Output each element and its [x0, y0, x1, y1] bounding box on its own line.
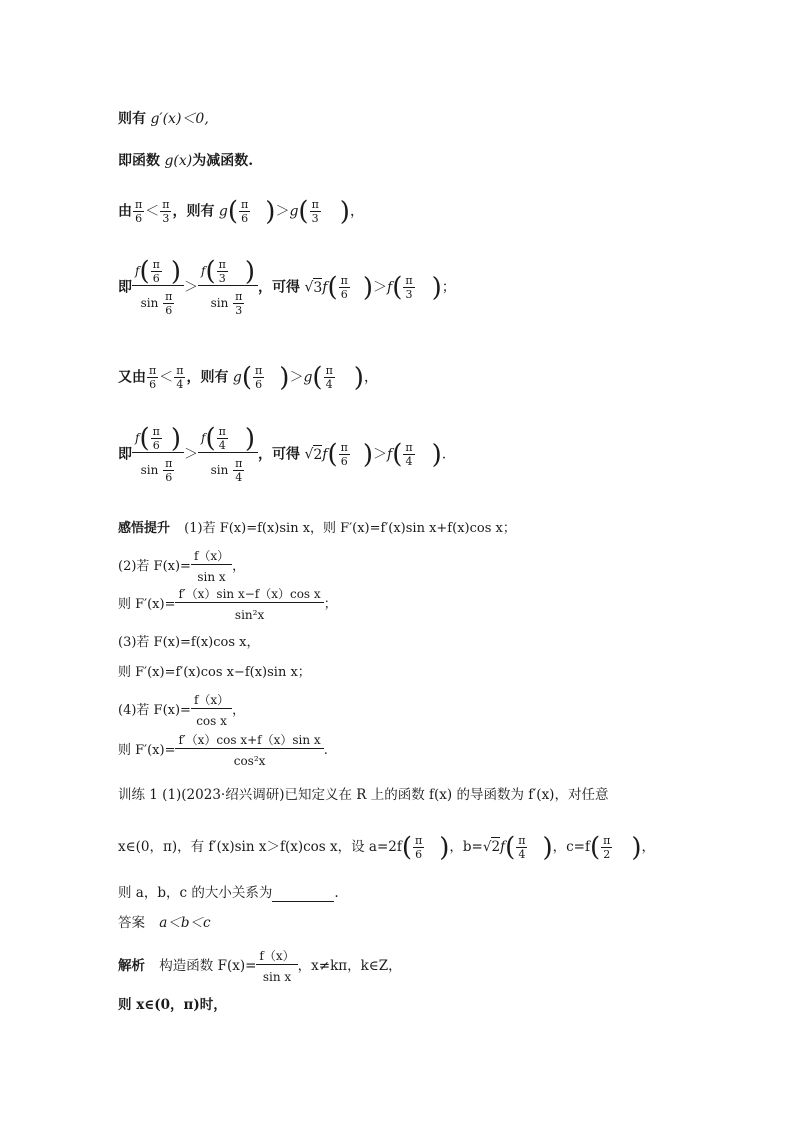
- sin: sin: [210, 296, 229, 310]
- num: π: [235, 290, 243, 303]
- label: 解析: [118, 958, 145, 974]
- den: 6: [133, 211, 144, 225]
- num: π: [135, 198, 143, 211]
- paren: ): [542, 832, 553, 863]
- num: π: [162, 198, 170, 211]
- text: 则 F′(x)=f′(x)cos x−f(x)sin x；: [118, 665, 311, 680]
- text: 则 F′(x)=: [118, 743, 176, 758]
- paren: ): [170, 256, 181, 287]
- fraction-pi-2: [601, 834, 612, 861]
- f: f: [135, 431, 140, 445]
- fraction-pi-6: [147, 364, 158, 391]
- f: f: [322, 446, 328, 463]
- gt: ＞: [289, 369, 304, 386]
- punct: .: [441, 446, 447, 463]
- paren: (: [312, 362, 323, 393]
- sqrt: 2: [313, 446, 323, 463]
- den: sin x: [256, 964, 297, 985]
- den: 3: [160, 211, 171, 225]
- paren: (: [590, 832, 601, 863]
- line-insight-3-derivative: [118, 664, 311, 682]
- num: π: [152, 425, 160, 438]
- num: π: [165, 457, 173, 470]
- gt: ＞: [373, 446, 388, 463]
- fraction: [191, 692, 232, 729]
- paren: (: [139, 423, 150, 454]
- paren: (: [139, 256, 150, 287]
- text: ，b=: [449, 839, 483, 855]
- text: 为减函数.: [192, 153, 254, 169]
- den: [132, 452, 184, 484]
- den: [198, 285, 258, 317]
- text: 即: [118, 279, 132, 296]
- gt: ＞: [275, 203, 290, 220]
- text: 即: [118, 446, 132, 463]
- punct: ；: [323, 597, 337, 612]
- den: 3: [217, 271, 228, 285]
- line-derive-sqrt2: 即 f( $\frac{\pi}{6}$ ) sin $\frac{\pi}{6}$ ＞ f( $\frac{\pi}{4}$ ) sin $\frac{\pi}{4}$ ，可得 √2f( $\frac{\pi}{6}$ )＞f( $\frac{\pi}{4}$ ).: [118, 423, 447, 484]
- num: π: [176, 364, 184, 377]
- line-answer: [118, 914, 211, 932]
- formula: g(x): [164, 153, 193, 169]
- paren: (: [327, 272, 338, 303]
- den: 6: [413, 847, 424, 861]
- text: 构造函数 F(x)=: [159, 958, 257, 974]
- num: π: [149, 364, 157, 377]
- text: x∈(0，π)，有 f′(x)sin x＞f(x)cos x，设 a=2f: [118, 839, 402, 855]
- paren: (: [205, 256, 216, 287]
- den: 4: [516, 847, 527, 861]
- den: 6: [151, 438, 162, 452]
- text: ，c=f: [552, 839, 590, 855]
- den: 3: [403, 287, 414, 301]
- fraction-pi-6: [253, 364, 264, 391]
- punct: ，: [232, 703, 246, 718]
- line-insight-1: [118, 520, 516, 538]
- f: f: [387, 279, 393, 296]
- paren: ): [170, 423, 181, 454]
- fraction-pi-3: [233, 290, 244, 317]
- f: f: [201, 264, 206, 278]
- den: 2: [601, 847, 612, 861]
- text: 由: [118, 203, 132, 220]
- fraction-pi-6: [413, 834, 424, 861]
- fraction-pi-3: [217, 258, 228, 285]
- den: sin x: [191, 564, 232, 585]
- punct: ，: [349, 203, 364, 220]
- line-exercise-conditions: x∈(0，π)，有 f′(x)sin x＞f(x)cos x，设 a=2f( $\frac{\pi}{6}$ )，b=√2f( $\frac{\pi}{4}$ )，c=f( $\frac{\pi}{2}$ )，: [118, 832, 656, 863]
- text: 即函数: [118, 153, 160, 169]
- num: π: [340, 441, 348, 454]
- lt: ＜: [145, 203, 160, 220]
- line-g-decreasing: [118, 152, 253, 170]
- paren: ): [431, 439, 442, 470]
- gt: ＞: [184, 446, 198, 463]
- num: [132, 425, 184, 452]
- fraction-pi-6: [133, 198, 144, 225]
- paren: (: [205, 423, 216, 454]
- num: π: [235, 457, 243, 470]
- punct: ；: [441, 279, 456, 296]
- fraction-pi-3: [310, 198, 321, 225]
- g: g: [303, 369, 313, 386]
- den: 6: [253, 377, 264, 391]
- num: [132, 258, 184, 285]
- den: cos x: [191, 708, 232, 729]
- formula: g′(x)＜0,: [150, 111, 209, 127]
- line-compare-pi6-pi3: [118, 198, 364, 225]
- text: 则 F′(x)=: [118, 597, 176, 612]
- sin: sin: [140, 296, 159, 310]
- fraction: [175, 732, 323, 769]
- line-g-prime-negative: [118, 110, 209, 128]
- f: f: [500, 839, 506, 855]
- fraction-f-over-sin-pi6: [132, 425, 184, 484]
- fraction-pi-6: [239, 198, 250, 225]
- den: 6: [339, 287, 350, 301]
- text: (4)若 F(x)=: [118, 703, 191, 718]
- den: 6: [239, 211, 250, 225]
- sqrt: 3: [313, 279, 323, 296]
- num: f（x）: [193, 549, 230, 563]
- num: π: [405, 274, 413, 287]
- paren: ): [279, 362, 290, 393]
- lt: ＜: [159, 369, 174, 386]
- fraction-pi-6: [151, 425, 162, 452]
- fraction-pi-4: [233, 457, 244, 484]
- den: 6: [339, 454, 350, 468]
- den: 6: [163, 470, 174, 484]
- fraction-f-over-sin-pi4: [198, 425, 258, 484]
- paren: (: [327, 439, 338, 470]
- paren: ): [265, 196, 276, 227]
- fraction-f-over-sin-pi6: [132, 258, 184, 317]
- paren: ): [362, 272, 374, 303]
- paren: ): [353, 362, 364, 393]
- num: π: [255, 364, 263, 377]
- num: π: [325, 364, 333, 377]
- den: 3: [233, 303, 244, 317]
- punct: .: [323, 743, 328, 758]
- line-insight-4-derivative: [118, 732, 328, 769]
- den: 3: [310, 211, 321, 225]
- answer-value: a＜b＜c: [159, 915, 211, 931]
- paren: (: [241, 362, 253, 393]
- paren: ): [631, 832, 642, 863]
- den: 6: [163, 303, 174, 317]
- text: ，可得: [258, 446, 300, 463]
- line-analysis: [118, 948, 402, 985]
- fraction-pi-4: [174, 364, 185, 391]
- den: 4: [217, 438, 228, 452]
- num: f′（x）cos x+f（x）sin x: [178, 733, 321, 747]
- fraction-pi-6: [163, 457, 174, 484]
- fraction-pi-6: [163, 290, 174, 317]
- num: π: [518, 834, 526, 847]
- paren: (: [392, 439, 403, 470]
- punct: .: [334, 885, 339, 901]
- fraction-pi-4: [516, 834, 527, 861]
- den: cos²x: [175, 748, 323, 769]
- den: 4: [233, 470, 244, 484]
- answer-blank: [272, 889, 334, 902]
- line-exercise-question: [118, 884, 339, 902]
- f: f: [322, 279, 328, 296]
- fraction-pi-3: [403, 274, 414, 301]
- paren: ): [431, 272, 442, 303]
- fraction: [191, 548, 232, 585]
- g: g: [232, 369, 242, 386]
- fraction-f-over-sin-pi3: [198, 258, 258, 317]
- gt: ＞: [373, 279, 388, 296]
- g: g: [289, 203, 299, 220]
- fraction-pi-3: [160, 198, 171, 225]
- punct: ，: [232, 559, 246, 574]
- den: sin²x: [175, 602, 323, 623]
- paren: (: [298, 196, 309, 227]
- line-analysis-2: [118, 996, 227, 1014]
- den: 4: [174, 377, 185, 391]
- num: π: [218, 425, 226, 438]
- num: π: [405, 441, 413, 454]
- text: ，x≠kπ，k∈Z，: [297, 958, 402, 974]
- text: 又由: [118, 369, 146, 386]
- line-derive-sqrt3: 即 f( $\frac{\pi}{6}$ ) sin $\frac{\pi}{6}$ ＞ f( $\frac{\pi}{3}$ ) sin $\frac{\pi}{3}$ ，可得 √3f( $\frac{\pi}{6}$ )＞f( $\frac{\pi}{3}$ )；: [118, 256, 456, 317]
- num: π: [218, 258, 226, 271]
- sin: sin: [210, 463, 229, 477]
- den: 4: [324, 377, 335, 391]
- text: 则有: [118, 111, 146, 127]
- g: g: [218, 203, 228, 220]
- f: f: [135, 264, 140, 278]
- sin: sin: [140, 463, 159, 477]
- paren: (: [227, 196, 239, 227]
- f: f: [201, 431, 206, 445]
- num: f（x）: [259, 949, 295, 963]
- line-insight-2-derivative: [118, 586, 337, 623]
- fraction: [175, 586, 323, 623]
- num: π: [152, 258, 160, 271]
- f: f: [387, 446, 393, 463]
- paren: ): [244, 423, 255, 454]
- fraction-pi-6: [339, 274, 350, 301]
- fraction-pi-6: [151, 258, 162, 285]
- punct: ，: [363, 369, 378, 386]
- num: f′（x）sin x−f（x）cos x: [178, 587, 321, 601]
- num: π: [415, 834, 423, 847]
- paren: (: [505, 832, 516, 863]
- den: [132, 285, 184, 317]
- fraction: [256, 948, 297, 985]
- label: 答案: [118, 915, 145, 931]
- num: π: [340, 274, 348, 287]
- text: ，则有: [186, 369, 229, 386]
- paren: ): [362, 439, 374, 470]
- text: ，则有: [172, 203, 215, 220]
- fraction-pi-4: [403, 441, 414, 468]
- paren: ): [244, 256, 255, 287]
- text: (2)若 F(x)=: [118, 559, 191, 574]
- den: 6: [151, 271, 162, 285]
- num: π: [603, 834, 611, 847]
- paren: ): [339, 196, 350, 227]
- punct: ，: [641, 839, 656, 855]
- text: 则 x∈(0，π)时，: [118, 997, 227, 1013]
- text: ，可得: [258, 279, 300, 296]
- paren: (: [401, 832, 413, 863]
- line-compare-pi6-pi4: [118, 364, 378, 391]
- num: f（x）: [193, 693, 230, 707]
- den: 6: [147, 377, 158, 391]
- paren: (: [392, 272, 403, 303]
- line-insight-3: [118, 634, 259, 652]
- line-insight-4: [118, 692, 245, 729]
- den: 4: [403, 454, 414, 468]
- line-insight-2: [118, 548, 245, 585]
- num: [198, 258, 258, 285]
- sqrt: 2: [491, 839, 501, 855]
- den: [198, 452, 258, 484]
- num: π: [311, 198, 319, 211]
- label: 感悟提升: [118, 521, 171, 536]
- text: 训练 1 (1)(2023·绍兴调研)已知定义在 R 上的函数 f(x) 的导函数为 f′(x)，对任意: [118, 787, 609, 803]
- text: (1)若 F(x)=f(x)sin x，则 F′(x)=f′(x)sin x+f(x)cos x；: [184, 521, 516, 536]
- num: π: [165, 290, 173, 303]
- fraction-pi-4: [217, 425, 228, 452]
- num: π: [241, 198, 249, 211]
- fraction-pi-4: [324, 364, 335, 391]
- text: (3)若 F(x)=f(x)cos x，: [118, 635, 260, 650]
- paren: ): [439, 832, 450, 863]
- num: [198, 425, 258, 452]
- fraction-pi-6: [339, 441, 350, 468]
- text: 则 a，b，c 的大小关系为: [118, 885, 273, 901]
- line-exercise-1: [118, 786, 608, 804]
- gt: ＞: [184, 279, 198, 296]
